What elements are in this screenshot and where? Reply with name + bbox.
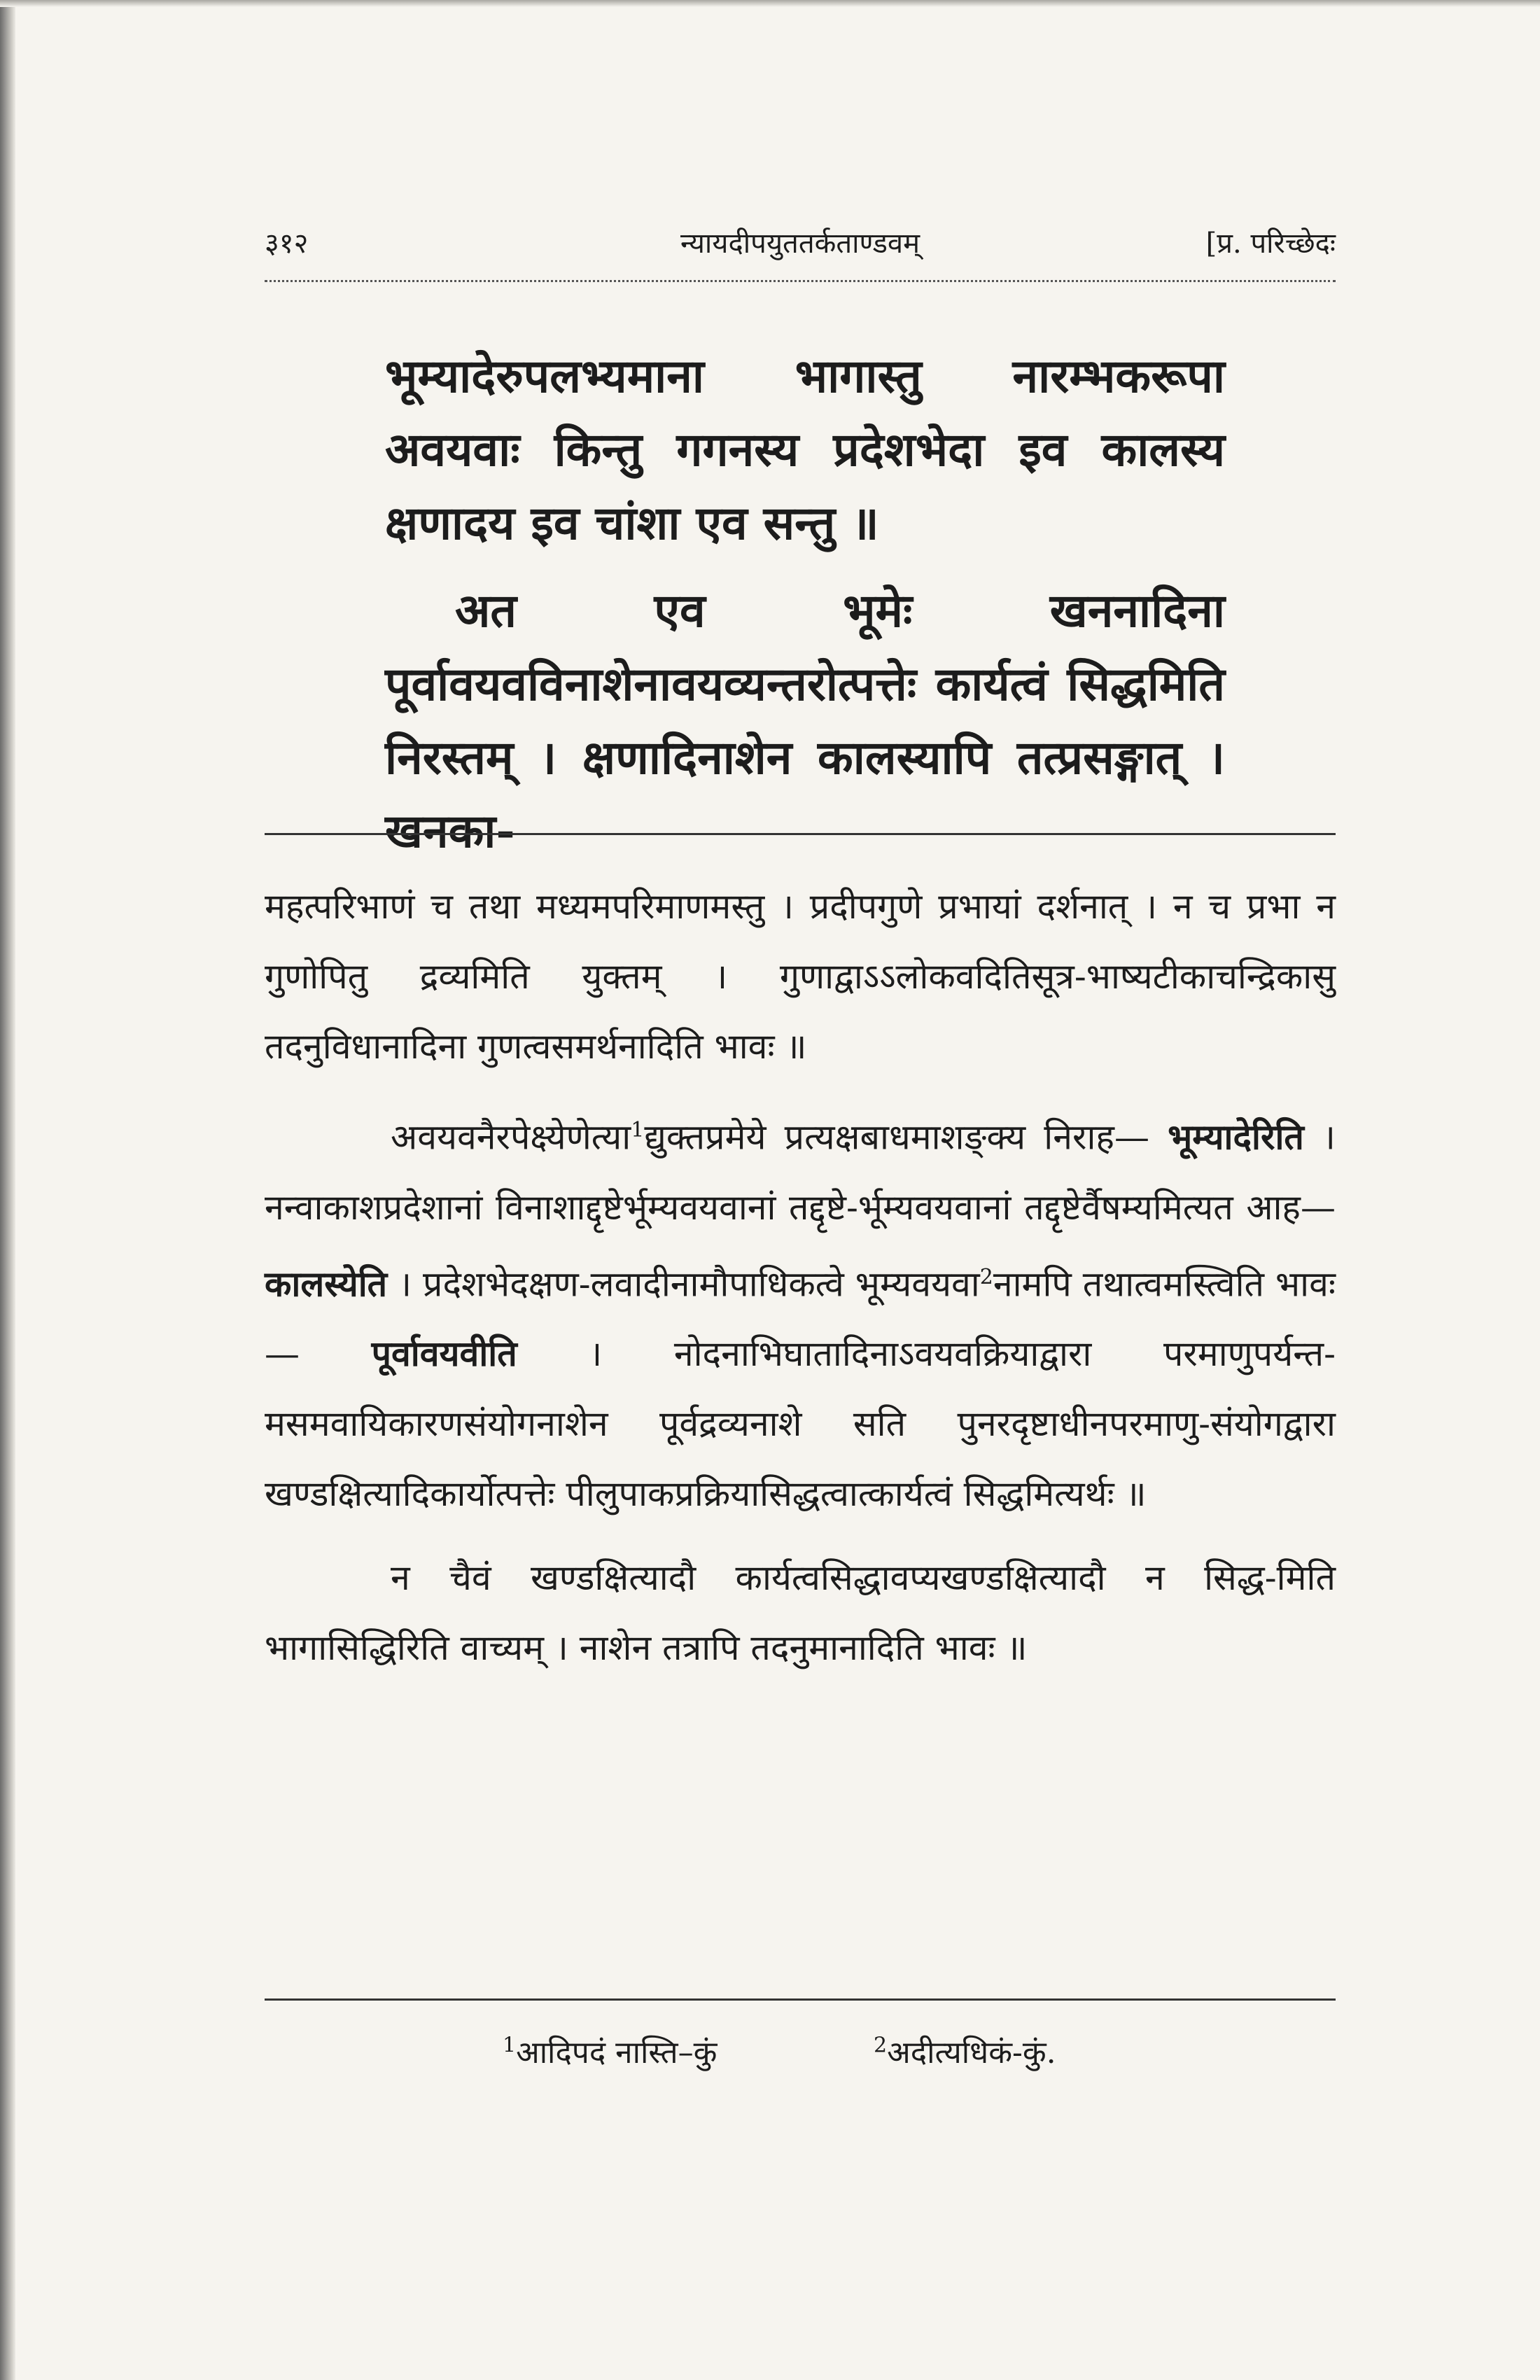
lemma-kalasya: कालस्येति: [265, 1263, 388, 1305]
lemma-purvavayavi: पूर्वावयवीति: [371, 1333, 517, 1375]
lemma-bhumyader: भूम्यादेरिति: [1168, 1116, 1304, 1158]
main-paragraph-1: भूम्यादेरुपलभ्यमाना भागास्तु नारम्भकरूपा अवयवाः किन्तु गगनस्य प्रदेशभेदा इव कालस्य क्षणादय इव चांशा एव सन्तु ॥: [385, 349, 1225, 550]
footnote-1: [503, 2030, 717, 2072]
commentary-text: [265, 872, 1336, 1683]
footnote-ref-2: 2: [979, 1264, 993, 1289]
page-number: ३१२: [265, 227, 309, 260]
commentary-paragraph-2: [265, 1096, 1336, 1529]
footnote-2-mark: 2: [874, 2033, 888, 2058]
commentary-text-run: नामपि तथात्वमस्त्विति भावः—: [265, 1264, 1336, 1375]
footnote-ref-1: 1: [631, 1118, 645, 1142]
footnote-divider: [265, 1998, 1336, 2001]
scan-edge-top: [0, 0, 1540, 7]
header-divider: [265, 280, 1336, 289]
commentary-text-run: अवयवनैरपेक्ष्येणेत्या: [391, 1116, 631, 1158]
scan-edge-left: [0, 0, 15, 2380]
section-label: [प्र. परिच्छेदः: [1205, 227, 1336, 260]
footnote-2-text: अदीत्यधिकं-कुं.: [887, 2035, 1056, 2071]
commentary-text-run: द्युक्तप्रमेये प्रत्यक्षबाधमाशङ्क्य निराह—: [644, 1116, 1149, 1158]
footnotes: [265, 2030, 1336, 2079]
footnote-1-text: आदिपदं नास्ति–कुं: [516, 2035, 718, 2071]
commentary-divider: [265, 833, 1336, 835]
main-text: [385, 340, 1225, 868]
main-paragraph-2: अत एव भूमेः खननादिना पूर्वावयवविनाशेनावयव्यन्तरोत्पत्तेः कार्यत्वं सिद्धमिति निरस्तम् । क्षणादिनाशेन कालस्यापि तत्प्रसङ्गात् । खनका-: [385, 583, 1225, 858]
commentary-text-run: । नन्वाकाशप्रदेशानां विनाशाद्दृष्टेर्भूम्यवयवानां तद्दृष्टे-र्भूम्यवयवानां तद्दृष्टेर्वैषम्यमित्यत आह—: [265, 1116, 1336, 1228]
commentary-paragraph-3: न चैवं खण्डक्षित्यादौ कार्यत्वसिद्धावप्यखण्डक्षित्यादौ न सिद्ध-मिति भागासिद्धिरिति वाच्यम् । नाशेन तत्रापि तदनुमानादिति भावः ॥: [265, 1558, 1336, 1669]
commentary-paragraph-1: महत्परिभाणं च तथा मध्यमपरिमाणमस्तु । प्रदीपगुणे प्रभायां दर्शनात् । न च प्रभा न गुणोपितु द्रव्यमिति युक्तम् । गुणाद्वाऽऽलोकवदितिसूत्र-भाष्यटीकाचन्द्रिकासु तदनुविधानादिना गुणत्वसमर्थनादिति भावः ॥: [265, 886, 1336, 1067]
commentary-text-run: । प्रदेशभेदक्षण-लवादीनामौपाधिकत्वे भूम्यवयवा: [387, 1264, 980, 1305]
footnote-1-mark: 1: [503, 2033, 517, 2058]
footnote-2: [874, 2030, 1056, 2072]
book-title: न्यायदीपयुततर्कताण्डवम्: [680, 227, 920, 260]
running-header: [265, 223, 1336, 265]
commentary-text-run: । नोदनाभिघातादिनाऽवयवक्रियाद्वारा परमाणुपर्यन्त-मसमवायिकारणसंयोगनाशेन पूर्वद्रव्यनाशे सति पुनरदृष्टाधीनपरमाणु-संयोगद्वारा खण्डक्षित्यादिकार्योत्पत्तेः पीलुपाकप्रक्रियासिद्धत्वात्कार्यत्वं सिद्धमित्यर्थः ॥: [265, 1334, 1336, 1515]
